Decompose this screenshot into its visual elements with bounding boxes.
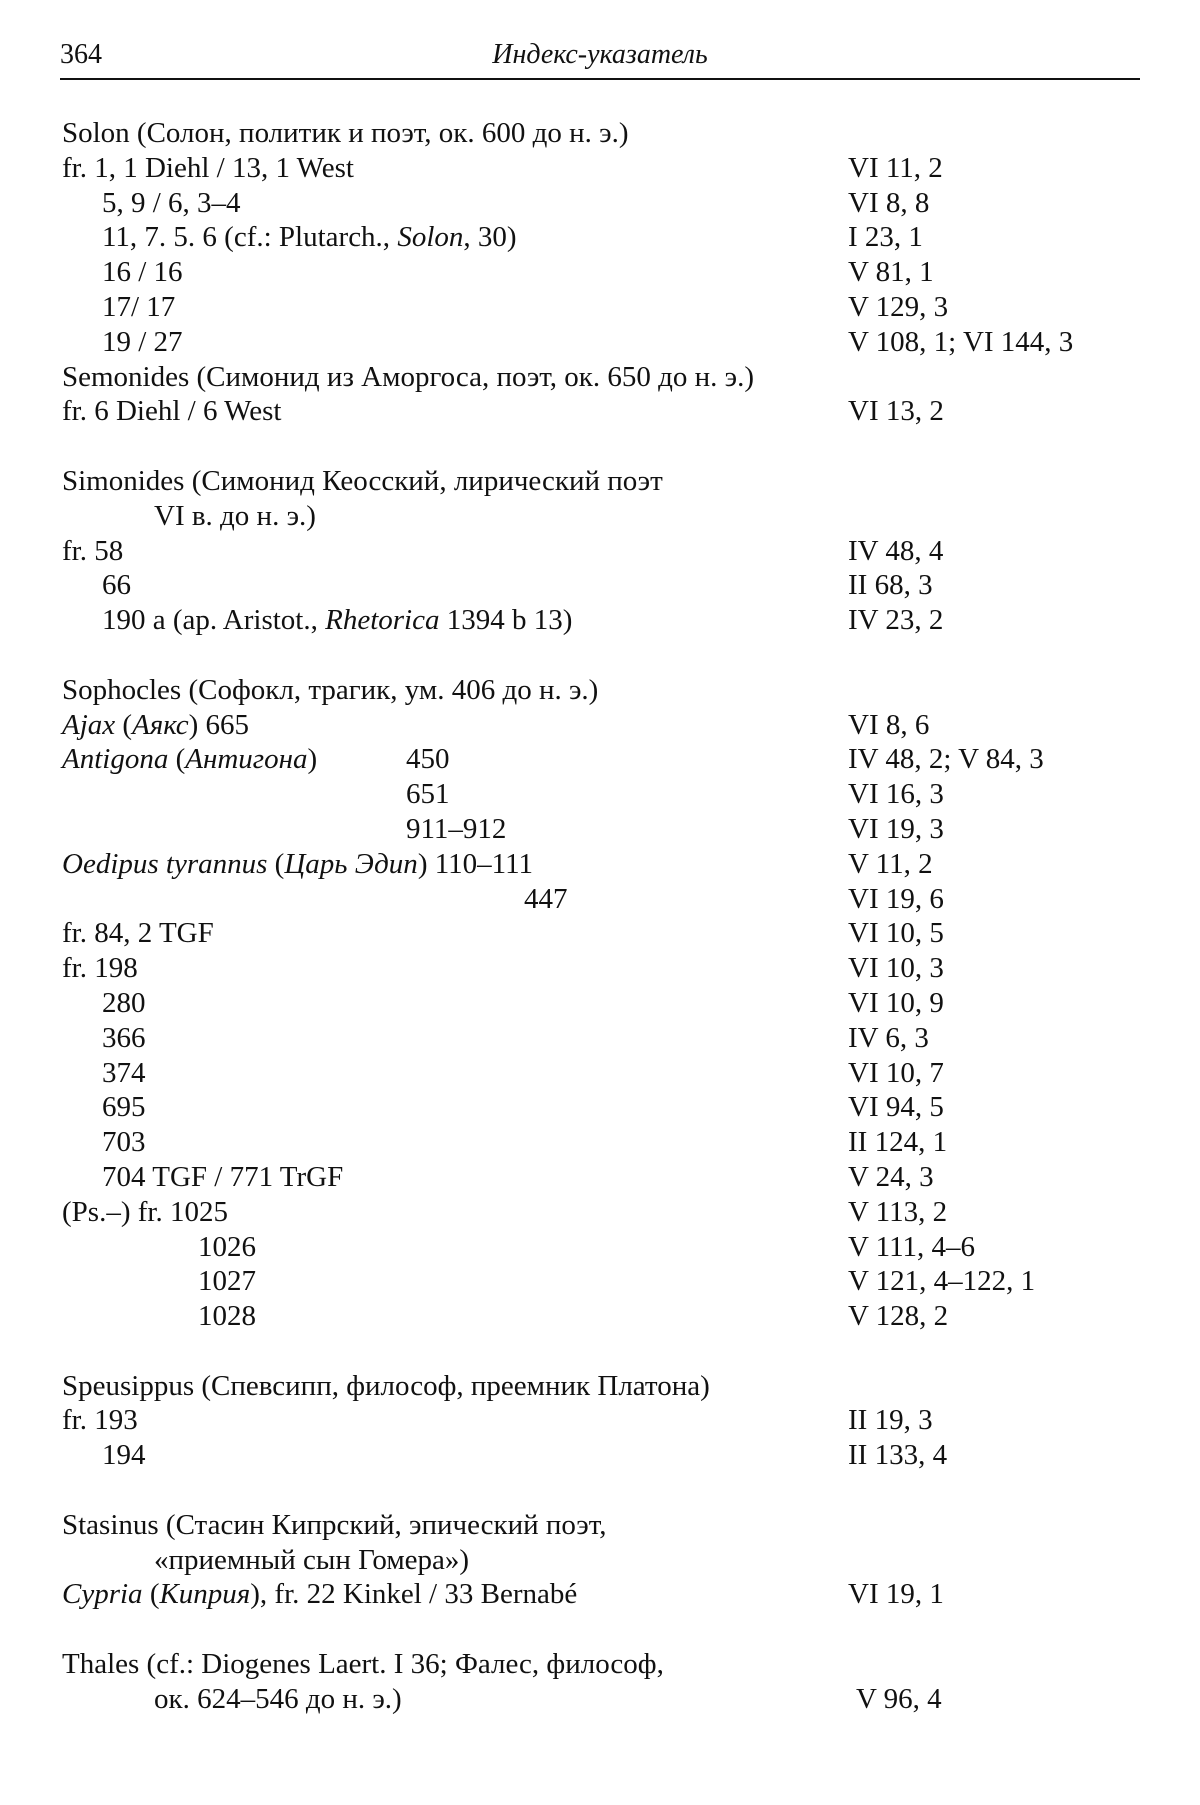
page-reference: IV 48, 4 <box>848 534 944 567</box>
entry-heading-continuation: «приемный сын Гомера») <box>154 1543 470 1576</box>
page-reference: V 108, 1; VI 144, 3 <box>848 325 1074 358</box>
index-line: 194 II 133, 4 <box>102 1439 948 1472</box>
index-line: 19 / 27 V 108, 1; VI 144, 3 <box>102 325 1074 358</box>
page-reference: VI 8, 6 <box>848 708 930 741</box>
page-reference: V 113, 2 <box>848 1195 948 1228</box>
index-line: fr. 198 VI 10, 3 <box>62 952 944 985</box>
spacer <box>62 1612 1142 1647</box>
index-body <box>62 116 1142 1717</box>
page-reference: VI 10, 9 <box>848 986 944 1019</box>
page-header <box>60 36 1140 80</box>
page-number: 364 <box>60 39 102 70</box>
index-line: Ajax (Аякс) 665 VI 8, 6 <box>62 708 930 741</box>
page-reference: V 81, 1 <box>848 256 934 289</box>
index-line: 11, 7. 5. 6 (cf.: Plutarch., Solon, 30) I 23, 1 <box>102 221 923 254</box>
index-line: fr. 84, 2 TGF VI 10, 5 <box>62 917 944 950</box>
page-reference: V 129, 3 <box>848 290 949 323</box>
index-line: 703 II 124, 1 <box>102 1126 948 1159</box>
page-reference: VI 19, 1 <box>848 1578 944 1611</box>
index-line: 447 VI 19, 6 <box>524 882 944 915</box>
page-reference: V 128, 2 <box>848 1300 949 1333</box>
page-reference: VI 8, 8 <box>848 186 930 219</box>
page-reference: II 68, 3 <box>848 569 933 602</box>
index-line: 16 / 16 V 81, 1 <box>102 256 934 289</box>
entry-heading-stasinus: Stasinus (Стасин Кипрский, эпический поэт, <box>62 1508 607 1541</box>
page-reference: VI 10, 5 <box>848 917 944 950</box>
page-reference: VI 13, 2 <box>848 395 944 428</box>
index-line: fr. 193 II 19, 3 <box>62 1404 933 1437</box>
index-line: 280 VI 10, 9 <box>102 986 944 1019</box>
spacer <box>62 1334 1142 1369</box>
page-reference: V 24, 3 <box>848 1160 934 1193</box>
index-line: 695 VI 94, 5 <box>102 1091 944 1124</box>
page-reference: VI 16, 3 <box>848 778 944 811</box>
entry-heading-speusippus: Speusippus (Спевсипп, философ, преемник Платона) <box>62 1369 710 1402</box>
index-line: 5, 9 / 6, 3–4 VI 8, 8 <box>102 186 930 219</box>
page-reference: V 111, 4–6 <box>848 1230 976 1263</box>
page-reference: VI 10, 7 <box>848 1056 944 1089</box>
index-line: 66 II 68, 3 <box>102 569 933 602</box>
page-reference: VI 19, 3 <box>848 812 944 845</box>
page-reference: I 23, 1 <box>848 221 923 254</box>
spacer <box>62 638 1142 673</box>
page-reference: VI 94, 5 <box>848 1091 944 1124</box>
index-line: (Ps.–) fr. 1025 V 113, 2 <box>62 1195 948 1228</box>
page-reference: II 124, 1 <box>848 1126 948 1159</box>
entry-heading-solon: Solon (Солон, политик и поэт, ок. 600 до н. э.) <box>62 117 629 149</box>
page-reference: V 121, 4–122, 1 <box>848 1265 1036 1298</box>
page-reference: II 133, 4 <box>848 1439 948 1472</box>
entry-heading-continuation: VI в. до н. э.) <box>154 499 316 532</box>
page-reference: IV 6, 3 <box>848 1021 929 1054</box>
page-reference: VI 19, 6 <box>848 882 944 915</box>
page-reference: II 19, 3 <box>848 1404 933 1437</box>
index-line: 1028 V 128, 2 <box>198 1300 949 1333</box>
index-line: 911–912 VI 19, 3 <box>406 812 944 845</box>
page-reference: IV 48, 2; V 84, 3 <box>848 743 1044 776</box>
entry-heading-semonides: Semonides (Симонид из Аморгоса, поэт, ок. 650 до н. э.) <box>62 360 754 393</box>
index-line: Antigona (Антигона) 450 IV 48, 2; V 84, 3 <box>62 743 1044 776</box>
index-line: fr. 1, 1 Diehl / 13, 1 West VI 11, 2 <box>62 151 943 184</box>
page-reference: VI 10, 3 <box>848 952 944 985</box>
index-line: 704 TGF / 771 TrGF V 24, 3 <box>102 1160 934 1193</box>
index-line: 17/ 17 V 129, 3 <box>102 290 949 323</box>
index-line: 190 a (ap. Aristot., Rhetorica 1394 b 13) IV 23, 2 <box>102 604 944 637</box>
index-line: Cypria (Киприя), fr. 22 Kinkel / 33 Bernabé VI 19, 1 <box>62 1578 944 1611</box>
index-line: 1027 V 121, 4–122, 1 <box>198 1265 1036 1298</box>
page-reference: IV 23, 2 <box>848 604 944 637</box>
page-reference: V 96, 4 <box>856 1682 942 1715</box>
page-reference: V 11, 2 <box>848 847 933 880</box>
running-title: Индекс-указатель <box>492 39 708 70</box>
entry-heading-sophocles: Sophocles (Софокл, трагик, ум. 406 до н. э.) <box>62 673 599 706</box>
index-line: 366 IV 6, 3 <box>102 1021 929 1054</box>
page-reference: VI 11, 2 <box>848 151 943 184</box>
index-line: fr. 58 IV 48, 4 <box>62 534 944 567</box>
entry-heading-simonides: Simonides (Симонид Кеосский, лирический поэт <box>62 464 663 497</box>
entry-heading-thales: Thales (cf.: Diogenes Laert. I 36; Фалес, философ, <box>62 1648 664 1681</box>
index-line: ок. 624–546 до н. э.) V 96, 4 <box>154 1682 942 1715</box>
index-line: 374 VI 10, 7 <box>102 1056 944 1089</box>
index-line: 1026 V 111, 4–6 <box>198 1230 976 1263</box>
index-line: Oedipus tyrannus (Царь Эдип) 110–111 V 11, 2 <box>62 847 933 880</box>
index-line: 651 VI 16, 3 <box>406 778 944 811</box>
index-line: fr. 6 Diehl / 6 West VI 13, 2 <box>62 395 944 428</box>
spacer <box>62 1473 1142 1508</box>
spacer <box>62 429 1142 464</box>
